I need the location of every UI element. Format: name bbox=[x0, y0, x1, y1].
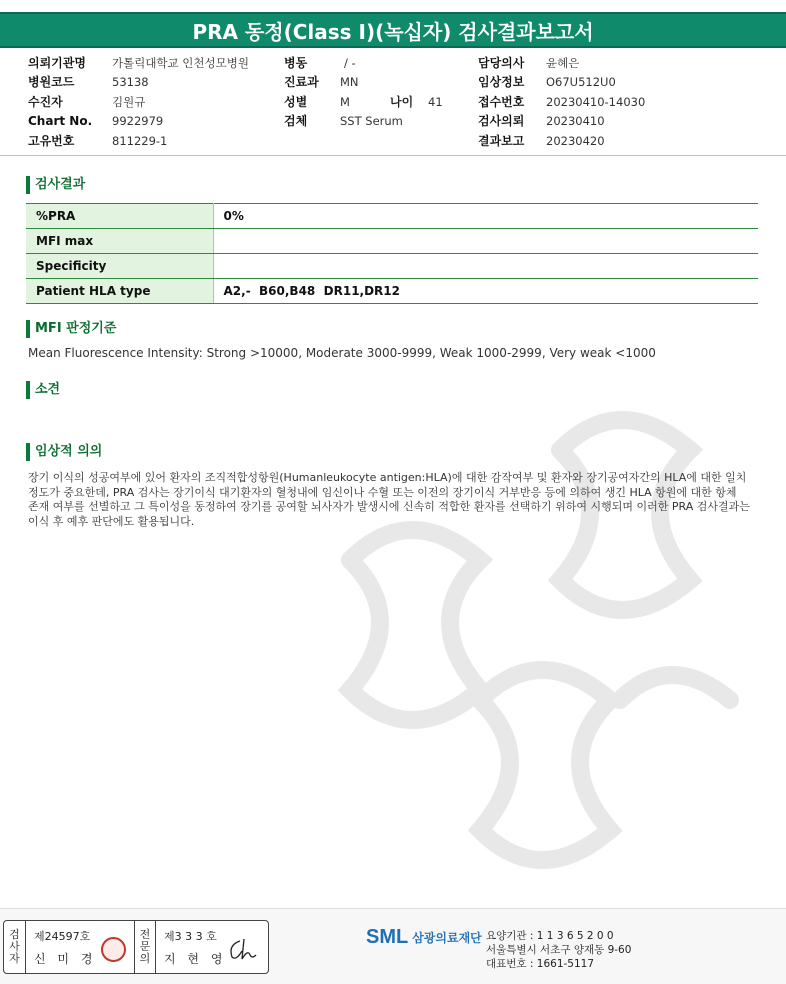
label-char: 의 bbox=[139, 952, 151, 965]
info-row-patient bbox=[28, 93, 249, 112]
info-label: 병원코드 bbox=[28, 75, 75, 90]
info-value: 김원규 bbox=[112, 94, 146, 109]
info-value: 53138 bbox=[112, 75, 149, 90]
mfi-section-title: MFI 판정기준 bbox=[26, 320, 116, 338]
info-label: 검사의뢰 bbox=[478, 114, 525, 129]
info-value: 가톨릭대학교 인천성모병원 bbox=[112, 56, 249, 70]
label-char: 검 bbox=[9, 928, 20, 941]
patient-info-col2 bbox=[284, 54, 478, 132]
org-info-line: 요양기관 : 1 1 3 6 5 2 0 0 bbox=[486, 930, 614, 942]
info-value: M bbox=[340, 94, 350, 109]
org-info-line: 서울특별시 서초구 양재동 9-60 bbox=[486, 944, 632, 956]
info-row-ward bbox=[284, 54, 478, 73]
info-value: 20230420 bbox=[546, 133, 605, 148]
table-row bbox=[26, 254, 758, 279]
label-char: 자 bbox=[9, 952, 20, 965]
info-row-doctor bbox=[478, 54, 645, 73]
result-label: Specificity bbox=[26, 254, 213, 279]
org-info-line: 대표번호 : 1661-5117 bbox=[486, 958, 595, 970]
signature-box bbox=[3, 920, 269, 974]
examiner-name: 신 미 경 bbox=[34, 952, 97, 966]
info-label: 검체 bbox=[284, 114, 308, 129]
patient-info-col1 bbox=[28, 54, 249, 151]
info-label: 의뢰기관명 bbox=[28, 56, 86, 70]
result-label: %PRA bbox=[26, 204, 213, 229]
result-section-title: 검사결과 bbox=[26, 176, 85, 194]
info-row-receipt-no bbox=[478, 93, 645, 112]
footer bbox=[0, 908, 786, 984]
info-label: 성별 bbox=[284, 94, 308, 109]
result-value: A2,- B60,B48 DR11,DR12 bbox=[213, 279, 758, 304]
info-value: SST Serum bbox=[340, 114, 403, 129]
logo-mark: SML bbox=[366, 926, 409, 948]
info-value: MN bbox=[340, 75, 359, 90]
info-value: 윤혜은 bbox=[546, 56, 580, 70]
table-row bbox=[26, 204, 758, 229]
result-label: MFI max bbox=[26, 229, 213, 254]
clinical-line: 정도가 중요한데, PRA 검사는 장기이식 대기환자의 혈청내에 임신이나 수혈 또는 이전의 장기이식 거부반응 등에 의하여 생긴 HLA 항원에 대한 항체 bbox=[28, 485, 737, 499]
info-label: 접수번호 bbox=[478, 94, 525, 109]
info-label: 진료과 bbox=[284, 75, 319, 90]
clinical-section-title: 임상적 의의 bbox=[26, 443, 102, 461]
info-value: 811229-1 bbox=[112, 133, 168, 148]
clinical-line: 장기 이식의 성공여부에 있어 환자의 조직적합성항원(Humanleukocyte antigen:HLA)에 대한 감작여부 및 환자와 장기공여자간의 HLA에 대한 일치 bbox=[28, 471, 747, 484]
info-value: / - bbox=[344, 56, 356, 70]
info-value: 20230410-14030 bbox=[546, 94, 646, 109]
info-label: 병동 bbox=[284, 56, 308, 70]
info-value: O67U512U0 bbox=[546, 75, 616, 90]
info-label: 수진자 bbox=[28, 94, 63, 109]
patient-info-col3 bbox=[478, 54, 645, 151]
table-row bbox=[26, 229, 758, 254]
result-value bbox=[213, 254, 758, 279]
label-char: 문 bbox=[139, 940, 151, 953]
specialist-label bbox=[134, 921, 156, 973]
examiner-license-no: 제24597호 bbox=[34, 930, 91, 943]
info-row-dept bbox=[284, 73, 478, 92]
info-label: Chart No. bbox=[28, 114, 93, 129]
info-row-chart-no bbox=[28, 112, 249, 131]
sml-logo bbox=[366, 926, 482, 949]
org-name: 삼광의료재단 bbox=[412, 931, 482, 945]
label-char: 사 bbox=[9, 940, 20, 953]
clinical-line: 존재 여부를 선별하고 그 특이성을 동정하여 장기를 공여할 뇌사자가 발생시에 신속히 적합한 환자를 선택하기 위하여 시행되며 이러한 PRA 검사결과는 bbox=[28, 500, 750, 513]
info-row-report-date bbox=[478, 132, 645, 151]
info-value: 9922979 bbox=[112, 114, 164, 129]
clinical-line: 이식 후 예후 판단에도 활용됩니다. bbox=[28, 514, 195, 528]
info-row-specimen bbox=[284, 112, 478, 131]
info-row-institution bbox=[28, 54, 249, 73]
result-label: Patient HLA type bbox=[26, 279, 213, 304]
info-value: 41 bbox=[428, 94, 443, 109]
header-divider bbox=[0, 155, 786, 156]
result-table bbox=[26, 203, 758, 304]
examiner-label bbox=[4, 921, 26, 973]
opinion-section-title: 소견 bbox=[26, 381, 60, 399]
label-char: 전 bbox=[139, 928, 151, 941]
specialist-license-no: 제3 3 3 호 bbox=[164, 930, 217, 943]
result-value: 0% bbox=[213, 204, 758, 229]
result-value bbox=[213, 229, 758, 254]
seal-stamp-icon bbox=[101, 937, 126, 962]
mfi-criteria-text: Mean Fluorescence Intensity: Strong >10000, Moderate 3000-9999, Weak 1000-2999, Very weak <1000 bbox=[28, 346, 656, 360]
info-label: 나이 bbox=[390, 94, 414, 109]
info-label: 고유번호 bbox=[28, 133, 75, 148]
info-row-clinical-info bbox=[478, 73, 645, 92]
org-info bbox=[486, 929, 631, 971]
info-row-request-date bbox=[478, 112, 645, 131]
specialist-name: 지 현 영 bbox=[164, 952, 227, 966]
info-label: 담당의사 bbox=[478, 56, 525, 70]
info-row-id-no bbox=[28, 132, 249, 151]
info-value: 20230410 bbox=[546, 114, 605, 129]
info-row-hospital-code bbox=[28, 73, 249, 92]
info-label: 결과보고 bbox=[478, 133, 525, 148]
clinical-text bbox=[28, 471, 758, 529]
info-row-sex-age bbox=[284, 93, 478, 112]
signature-icon bbox=[226, 935, 264, 963]
table-row bbox=[26, 279, 758, 304]
info-label: 임상정보 bbox=[478, 75, 525, 90]
report-title: PRA 동정(Class I)(녹십자) 검사결과보고서 bbox=[0, 12, 786, 48]
